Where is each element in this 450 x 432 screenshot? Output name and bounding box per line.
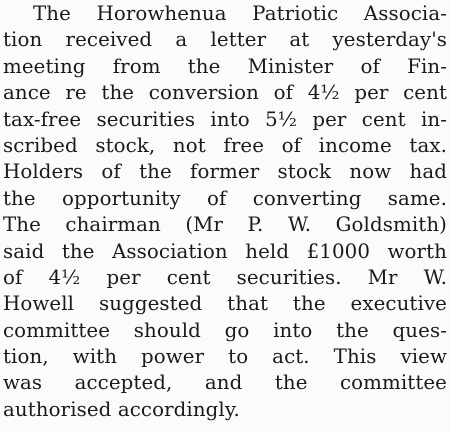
article-line: tion, with power to act. This view [3, 345, 447, 369]
article-line: tax-free securities into 5½ per cent in- [3, 107, 447, 131]
article-line: Howell suggested that the executive [3, 292, 447, 316]
article-line: ance re the conversion of 4½ per cent [3, 81, 447, 105]
article-line: Holders of the former stock now had [3, 160, 447, 184]
article-line: tion received a letter at yesterday's [3, 28, 447, 52]
article-line: was accepted, and the committee [3, 371, 447, 395]
article-line: authorised accordingly. [3, 397, 240, 421]
article-line: The chairman (Mr P. W. Goldsmith) [3, 213, 447, 237]
article-line: said the Association held £1000 worth [3, 239, 447, 263]
article-line: scribed stock, not free of income tax. [3, 133, 447, 157]
article-line: the opportunity of converting same. [3, 186, 447, 210]
article-line: meeting from the Minister of Fin- [3, 54, 447, 78]
article-line: committee should go into the ques- [3, 318, 447, 342]
article-line: The Horowhenua Patriotic Associa- [33, 2, 447, 25]
article-paragraph [3, 1, 447, 423]
article-line: of 4½ per cent securities. Mr W. [3, 265, 447, 289]
